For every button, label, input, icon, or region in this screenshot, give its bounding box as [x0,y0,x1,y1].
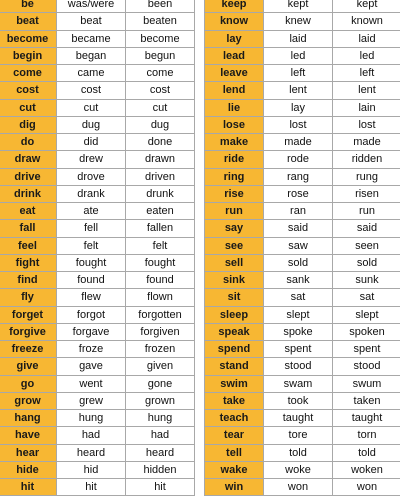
past-simple-cell: felt [57,237,126,254]
past-simple-cell: laid [264,30,333,47]
past-participle-cell: dug [126,116,195,133]
past-simple-cell: dug [57,116,126,133]
base-form-cell: stand [205,358,264,375]
past-participle-cell: drawn [126,151,195,168]
past-simple-cell: drove [57,168,126,185]
base-form-cell: lie [205,99,264,116]
table-row [0,30,195,47]
past-simple-cell: stood [264,358,333,375]
base-form-cell: hide [0,461,57,478]
past-simple-cell: grew [57,392,126,409]
past-simple-cell: flew [57,289,126,306]
base-form-cell: lead [205,47,264,64]
base-form-cell: hang [0,410,57,427]
base-form-cell: teach [205,410,264,427]
past-simple-cell: beat [57,13,126,30]
table-row [0,65,195,82]
past-simple-cell: spent [264,341,333,358]
base-form-cell: feel [0,237,57,254]
past-simple-cell: rose [264,185,333,202]
table-row [0,341,195,358]
base-form-cell: give [0,358,57,375]
past-simple-cell: sank [264,272,333,289]
table-row [0,82,195,99]
base-form-cell: wake [205,461,264,478]
table-row [205,168,400,185]
past-participle-cell: taken [333,392,400,409]
table-row [0,237,195,254]
past-participle-cell: lost [333,116,400,133]
table-row [205,358,400,375]
past-participle-cell: spent [333,341,400,358]
past-participle-cell: spoken [333,323,400,340]
base-form-cell: say [205,220,264,237]
base-form-cell: go [0,375,57,392]
past-simple-cell: lent [264,82,333,99]
past-simple-cell: drank [57,185,126,202]
past-simple-cell: gave [57,358,126,375]
past-participle-cell: hung [126,410,195,427]
past-simple-cell: forgave [57,323,126,340]
table-row [205,116,400,133]
base-form-cell: see [205,237,264,254]
verb-table-right [204,0,400,496]
past-simple-cell: swam [264,375,333,392]
base-form-cell: rise [205,185,264,202]
base-form-cell: drive [0,168,57,185]
base-form-cell: cost [0,82,57,99]
past-simple-cell: heard [57,444,126,461]
table-row [205,461,400,478]
past-participle-cell: taught [333,410,400,427]
base-form-cell: forget [0,306,57,323]
past-participle-cell: won [333,479,400,496]
base-form-cell: tear [205,427,264,444]
past-simple-cell: sold [264,254,333,271]
past-participle-cell: heard [126,444,195,461]
past-simple-cell: fought [57,254,126,271]
base-form-cell: sit [205,289,264,306]
past-simple-cell: had [57,427,126,444]
table-row [0,323,195,340]
past-participle-cell: gone [126,375,195,392]
past-participle-cell: had [126,427,195,444]
table-row [205,65,400,82]
base-form-cell: know [205,13,264,30]
past-participle-cell: been [126,0,195,13]
past-simple-cell: left [264,65,333,82]
base-form-cell: hear [0,444,57,461]
table-row [205,185,400,202]
past-simple-cell: was/were [57,0,126,13]
table-row [0,358,195,375]
base-form-cell: come [0,65,57,82]
past-simple-cell: lost [264,116,333,133]
base-form-cell: freeze [0,341,57,358]
base-form-cell: sell [205,254,264,271]
past-simple-cell: kept [264,0,333,13]
past-simple-cell: led [264,47,333,64]
table-row [205,427,400,444]
past-simple-cell: hung [57,410,126,427]
past-simple-cell: froze [57,341,126,358]
verb-table-left [0,0,195,496]
table-row [0,272,195,289]
past-participle-cell: known [333,13,400,30]
base-form-cell: lend [205,82,264,99]
table-row [205,47,400,64]
table-row [0,168,195,185]
past-participle-cell: sold [333,254,400,271]
past-simple-cell: hit [57,479,126,496]
past-participle-cell: hidden [126,461,195,478]
past-participle-cell: lain [333,99,400,116]
table-row [205,392,400,409]
past-simple-cell: cost [57,82,126,99]
past-participle-cell: made [333,134,400,151]
table-row [0,47,195,64]
past-participle-cell: said [333,220,400,237]
table-row [0,479,195,496]
past-simple-cell: took [264,392,333,409]
table-row [0,392,195,409]
table-row [0,289,195,306]
table-row [205,323,400,340]
past-participle-cell: rung [333,168,400,185]
past-simple-cell: saw [264,237,333,254]
base-form-cell: be [0,0,57,13]
past-simple-cell: fell [57,220,126,237]
base-form-cell: fall [0,220,57,237]
past-participle-cell: grown [126,392,195,409]
past-participle-cell: given [126,358,195,375]
past-simple-cell: won [264,479,333,496]
past-participle-cell: beaten [126,13,195,30]
past-simple-cell: went [57,375,126,392]
past-simple-cell: woke [264,461,333,478]
base-form-cell: cut [0,99,57,116]
past-simple-cell: began [57,47,126,64]
base-form-cell: lay [205,30,264,47]
table-row [0,99,195,116]
base-form-cell: speak [205,323,264,340]
base-form-cell: find [0,272,57,289]
table-row [205,272,400,289]
past-participle-cell: woken [333,461,400,478]
table-row [0,116,195,133]
table-row [0,410,195,427]
table-row [205,410,400,427]
table-row [0,427,195,444]
past-participle-cell: ridden [333,151,400,168]
table-row [0,254,195,271]
table-row [205,289,400,306]
base-form-cell: draw [0,151,57,168]
base-form-cell: keep [205,0,264,13]
past-participle-cell: hit [126,479,195,496]
past-participle-cell: torn [333,427,400,444]
table-row [0,134,195,151]
past-participle-cell: sat [333,289,400,306]
table-row [205,237,400,254]
past-participle-cell: laid [333,30,400,47]
past-participle-cell: led [333,47,400,64]
table-row [0,203,195,220]
past-simple-cell: found [57,272,126,289]
past-participle-cell: fought [126,254,195,271]
base-form-cell: swim [205,375,264,392]
base-form-cell: eat [0,203,57,220]
past-participle-cell: fallen [126,220,195,237]
table-row [205,13,400,30]
past-participle-cell: forgiven [126,323,195,340]
past-participle-cell: flown [126,289,195,306]
base-form-cell: sink [205,272,264,289]
past-participle-cell: drunk [126,185,195,202]
table-row [205,306,400,323]
past-participle-cell: stood [333,358,400,375]
table-row [205,254,400,271]
base-form-cell: win [205,479,264,496]
past-simple-cell: said [264,220,333,237]
base-form-cell: drink [0,185,57,202]
base-form-cell: tell [205,444,264,461]
past-simple-cell: hid [57,461,126,478]
past-simple-cell: forgot [57,306,126,323]
past-participle-cell: run [333,203,400,220]
table-row [205,444,400,461]
past-participle-cell: sunk [333,272,400,289]
past-participle-cell: seen [333,237,400,254]
base-form-cell: grow [0,392,57,409]
past-simple-cell: came [57,65,126,82]
past-participle-cell: swum [333,375,400,392]
table-row [0,13,195,30]
table-row [0,0,195,13]
past-simple-cell: drew [57,151,126,168]
table-row [205,203,400,220]
table-row [205,151,400,168]
past-simple-cell: rode [264,151,333,168]
past-participle-cell: risen [333,185,400,202]
past-participle-cell: slept [333,306,400,323]
past-simple-cell: lay [264,99,333,116]
past-participle-cell: frozen [126,341,195,358]
table-row [205,375,400,392]
table-row [0,444,195,461]
past-participle-cell: felt [126,237,195,254]
base-form-cell: begin [0,47,57,64]
past-simple-cell: tore [264,427,333,444]
past-simple-cell: slept [264,306,333,323]
base-form-cell: do [0,134,57,151]
past-participle-cell: cost [126,82,195,99]
past-simple-cell: became [57,30,126,47]
base-form-cell: hit [0,479,57,496]
table-row [205,220,400,237]
base-form-cell: sleep [205,306,264,323]
past-simple-cell: ran [264,203,333,220]
base-form-cell: ride [205,151,264,168]
base-form-cell: have [0,427,57,444]
base-form-cell: dig [0,116,57,133]
base-form-cell: fly [0,289,57,306]
table-row [205,479,400,496]
base-form-cell: make [205,134,264,151]
base-form-cell: become [0,30,57,47]
table-row [0,185,195,202]
past-simple-cell: sat [264,289,333,306]
table-row [0,306,195,323]
past-simple-cell: did [57,134,126,151]
base-form-cell: spend [205,341,264,358]
past-simple-cell: taught [264,410,333,427]
table-row [205,341,400,358]
past-participle-cell: left [333,65,400,82]
table-row [205,99,400,116]
base-form-cell: forgive [0,323,57,340]
table-row [205,82,400,99]
past-participle-cell: eaten [126,203,195,220]
table-row [0,375,195,392]
past-participle-cell: done [126,134,195,151]
past-participle-cell: told [333,444,400,461]
past-participle-cell: cut [126,99,195,116]
past-participle-cell: come [126,65,195,82]
past-simple-cell: knew [264,13,333,30]
past-participle-cell: driven [126,168,195,185]
table-row [0,151,195,168]
base-form-cell: leave [205,65,264,82]
past-participle-cell: begun [126,47,195,64]
base-form-cell: ring [205,168,264,185]
past-simple-cell: ate [57,203,126,220]
base-form-cell: fight [0,254,57,271]
past-participle-cell: lent [333,82,400,99]
base-form-cell: run [205,203,264,220]
past-participle-cell: forgotten [126,306,195,323]
past-participle-cell: kept [333,0,400,13]
past-simple-cell: made [264,134,333,151]
past-participle-cell: become [126,30,195,47]
past-simple-cell: cut [57,99,126,116]
past-simple-cell: told [264,444,333,461]
table-row [205,30,400,47]
past-simple-cell: spoke [264,323,333,340]
table-row [0,461,195,478]
past-participle-cell: found [126,272,195,289]
base-form-cell: take [205,392,264,409]
table-row [205,0,400,13]
base-form-cell: beat [0,13,57,30]
base-form-cell: lose [205,116,264,133]
table-row [0,220,195,237]
table-row [205,134,400,151]
past-simple-cell: rang [264,168,333,185]
